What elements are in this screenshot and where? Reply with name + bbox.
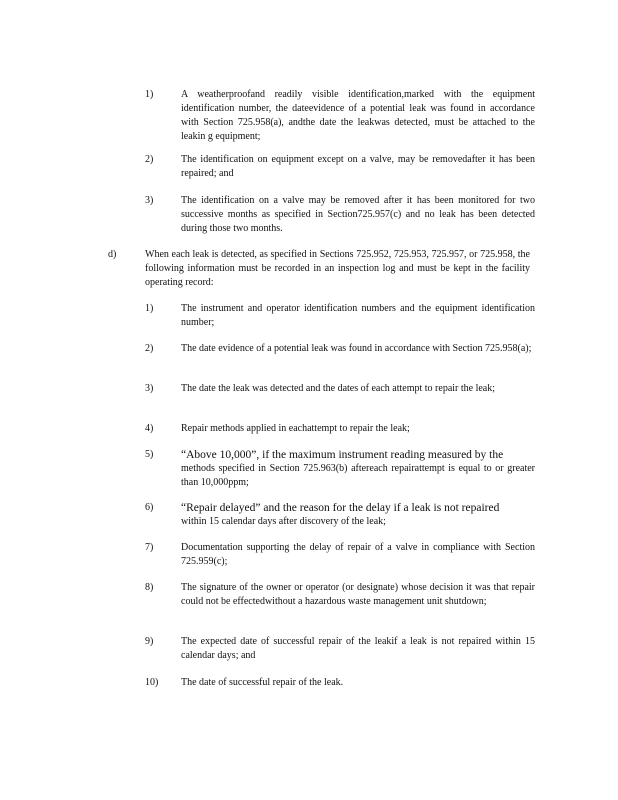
item-number: 7) (145, 542, 154, 553)
item-body (181, 448, 535, 490)
item-text: within 15 calendar days after discovery of the leak; (181, 516, 386, 527)
item-text: The instrument and operator identification numbers and the equipment identification number; (181, 303, 535, 328)
item-text: methods specified in Section 725.963(b) aftereach repairattempt is equal to or greater than 10,000ppm; (181, 463, 535, 488)
item-text: A weatherproofand readily visible identification,marked with the equipment identification number, the dateevidence of a potential leak was found in accordance with Section 725.958(a), andthe date the leakwas detected, must be attached to the leakin g equipment; (181, 89, 535, 142)
item-lead-text: “Repair delayed” and the reason for the delay if a leak is not repaired (181, 502, 500, 514)
item-text: The date evidence of a potential leak was found in accordance with Section 725.958(a); (181, 343, 532, 354)
item-number: 2) (145, 154, 154, 165)
item-number: 9) (145, 636, 154, 647)
item-text: The signature of the owner or operator (or designate) whose decision it was that repair could not be effectedwithout a hazardous waste management unit shutdown; (181, 582, 535, 607)
item-number: 3) (145, 383, 154, 394)
item-text: The identification on equipment except on a valve, may be removedafter it has been repaired; and (181, 154, 535, 179)
section-label: d) (108, 249, 117, 260)
item-text: The date of successful repair of the leak. (181, 677, 344, 688)
item-body (181, 501, 535, 529)
item-text: The date the leak was detected and the dates of each attempt to repair the leak; (181, 383, 496, 394)
item-text: The expected date of successful repair of the leakif a leak is not repaired within 15 calendar days; and (181, 636, 535, 661)
item-number: 10) (145, 677, 159, 688)
section-text: When each leak is detected, as specified in Sections 725.952, 725.953, 725.957, or 725.958, the following information must be recorded in an inspection log and must be kept in the facility operating record: (145, 249, 530, 288)
item-number: 5) (145, 449, 154, 460)
item-number: 2) (145, 343, 154, 354)
item-text: Repair methods applied in eachattempt to repair the leak; (181, 423, 410, 434)
item-text: Documentation supporting the delay of repair of a valve in compliance with Section 725.959(c); (181, 542, 535, 567)
item-number: 1) (145, 89, 154, 100)
item-number: 1) (145, 303, 154, 314)
item-number: 3) (145, 195, 154, 206)
item-number: 4) (145, 423, 154, 434)
item-number: 8) (145, 582, 154, 593)
item-number: 6) (145, 502, 154, 513)
item-lead-text: “Above 10,000”, if the maximum instrument reading measured by the (181, 449, 504, 461)
item-text: The identification on a valve may be removed after it has been monitored for two successive months as specified in Section725.957(c) and no leak has been detected during those two months. (181, 195, 535, 234)
